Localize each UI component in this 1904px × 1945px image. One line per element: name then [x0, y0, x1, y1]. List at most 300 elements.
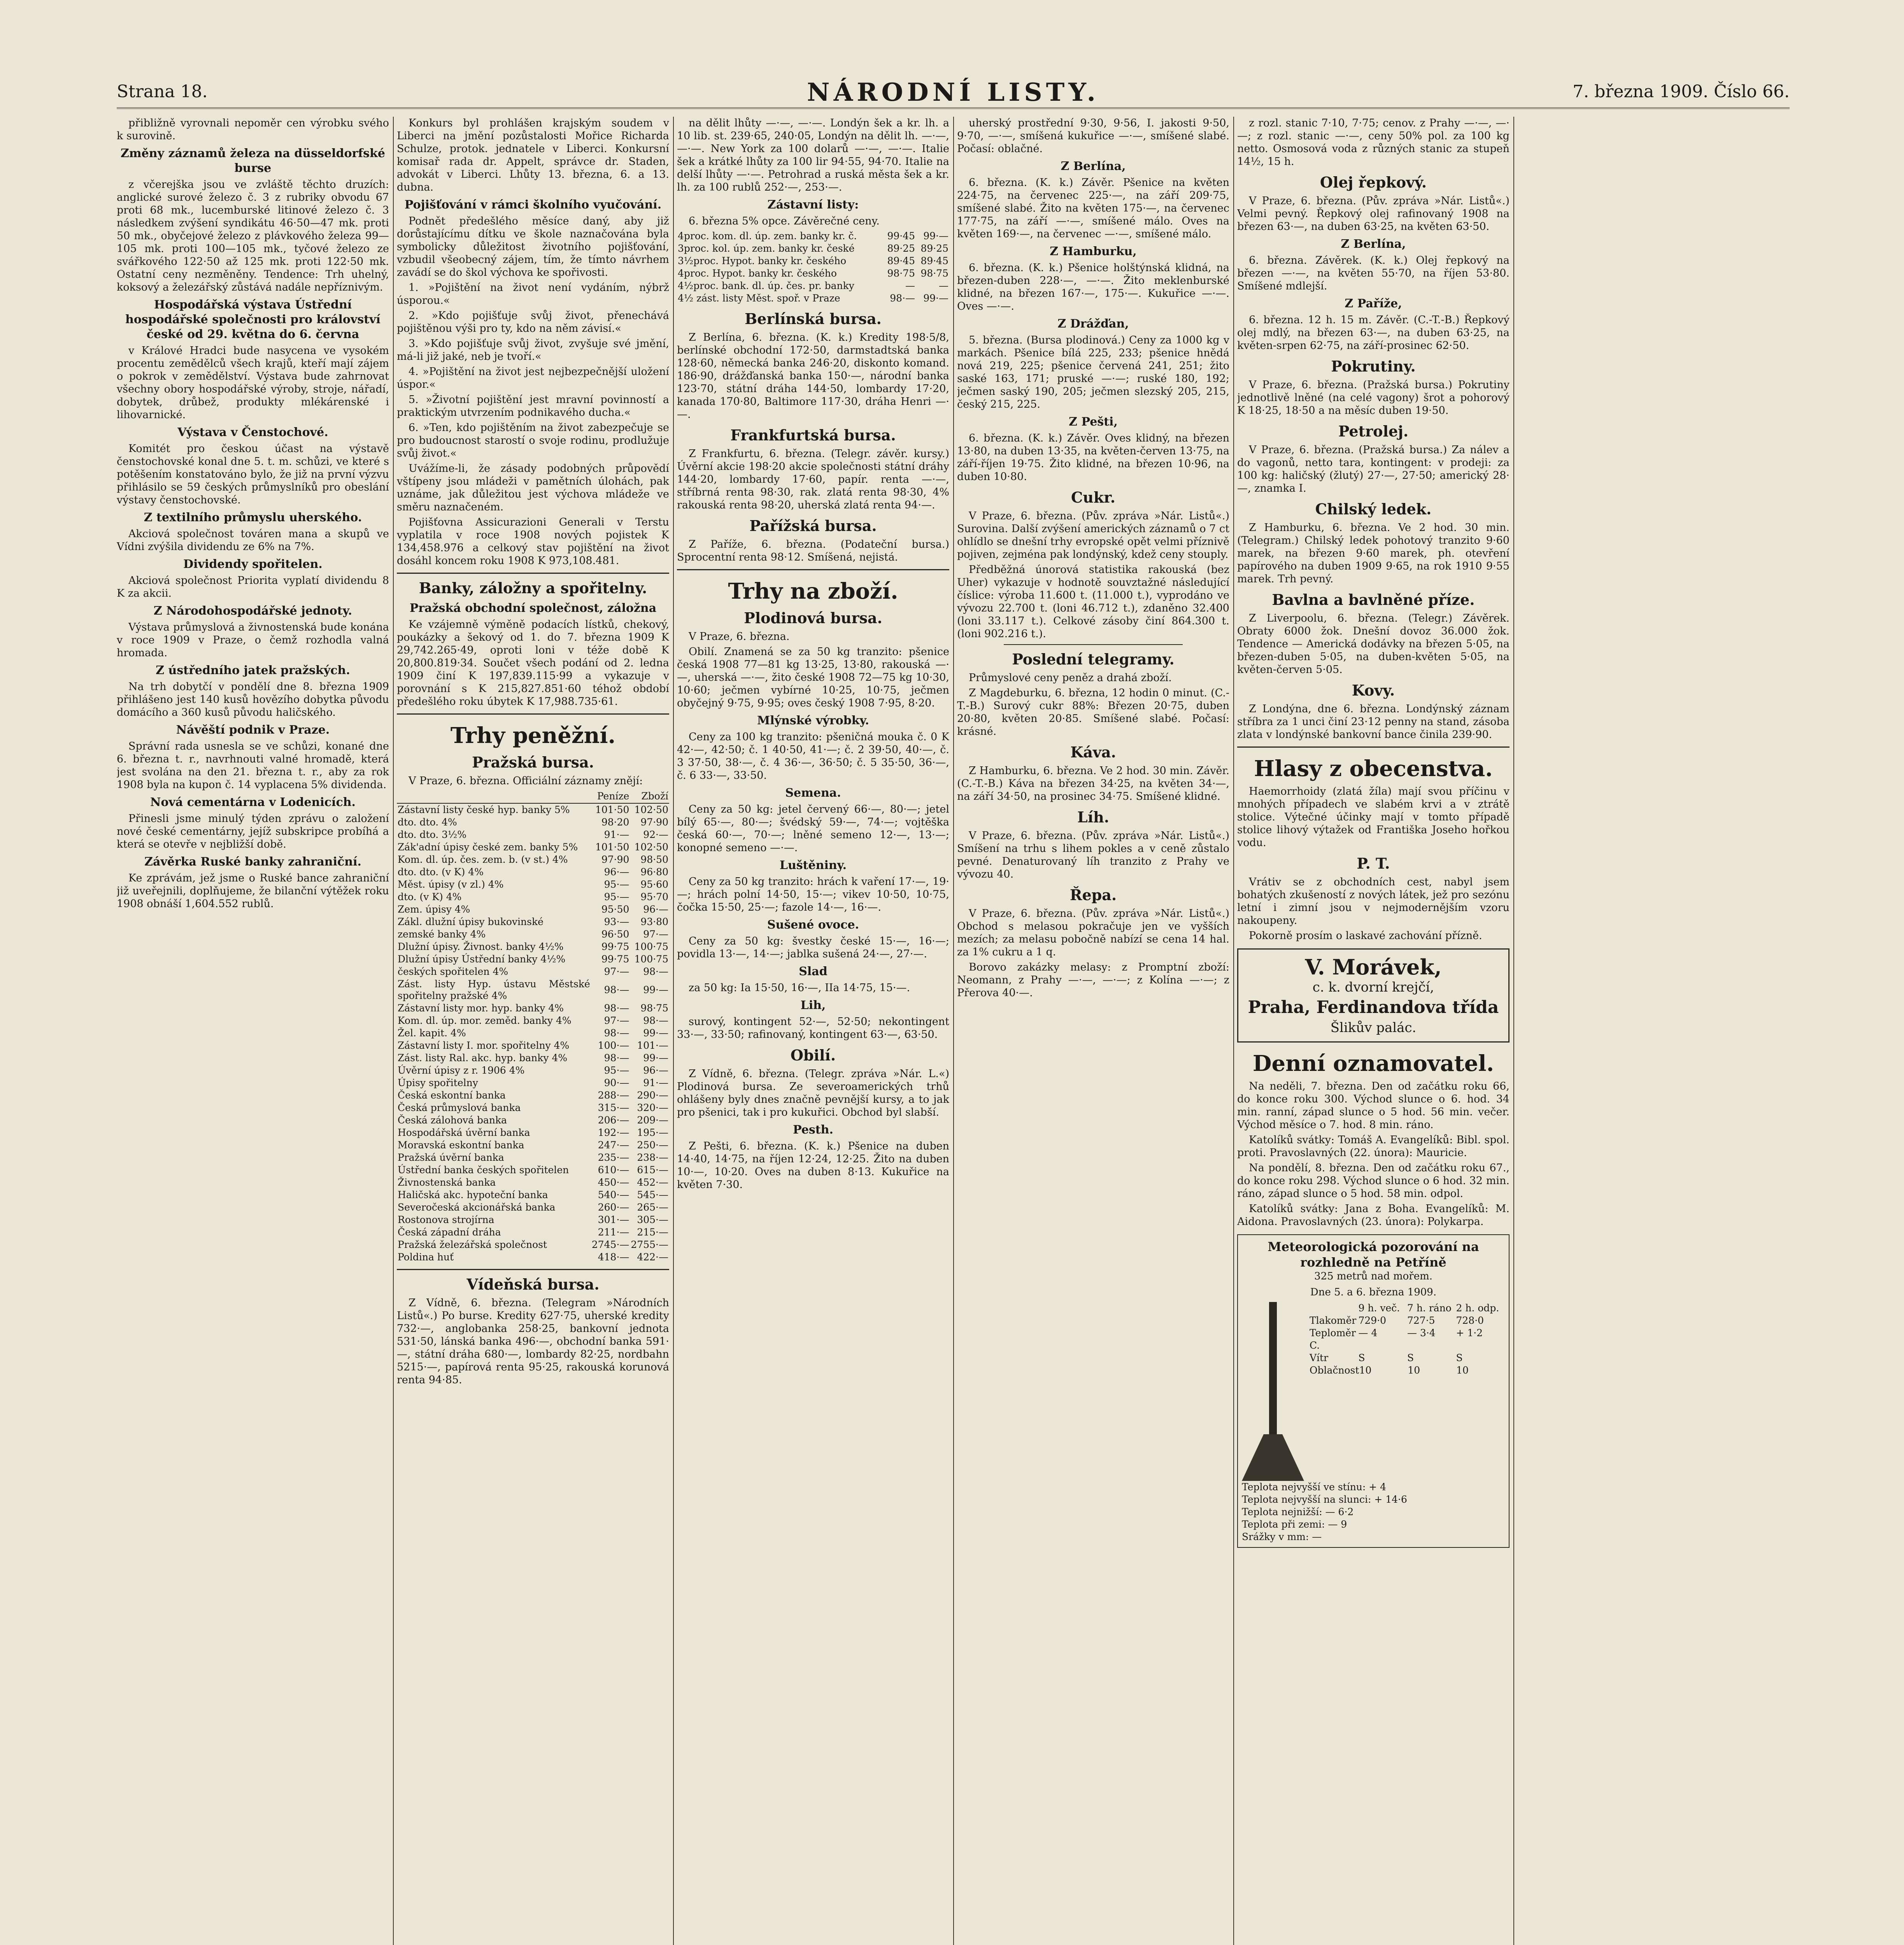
row-label: Severočeská akcionářská banka [398, 1202, 556, 1213]
weather-row [1310, 1352, 1505, 1364]
article-text: Ceny za 50 kg: jetel červený 66·—, 80·—; jetel bílý 65·—, 80·—; švédský 59·—, 74·—; vojtěška česká 60·—, 70·—; lněné semeno 12·—, 13·—; konopné semeno —·—. [677, 803, 949, 854]
article-heading: Zástavní listy: [767, 198, 859, 212]
subsection-heading: Pokrutiny. [1331, 357, 1416, 375]
article-text: 4. »Pojištění na život jest nejbezpečnější uložení úspor.« [397, 366, 669, 391]
row-label: Zák'adní úpisy české zem. banky 5% [398, 841, 578, 853]
table-row [397, 1089, 669, 1102]
row-value: 99·— [643, 1052, 668, 1064]
row-value: 102·50 [634, 841, 668, 853]
table-row [397, 1114, 669, 1127]
row-label: dto. (v K) 4% [398, 891, 462, 902]
row-value: 95·60 [640, 879, 668, 890]
row-value: — [905, 280, 915, 291]
article-text: Ke vzájemně výměně podacích lístků, chekový, poukázky a šekový od 1. do 7. března 1909 K 29,742.265·49, oproti loni v téže době K 20,800.819·34. Součet všech podání od 2. ledna 1909 činí K 197,839.115·99 a vykazuje v porovnání s K 215,827.851·60 téhož období předešlého roku úbytek K 17,988.735·61. [397, 619, 669, 708]
row-value: 610·— [598, 1164, 629, 1176]
article-text: Z Hamburku, 6. března. Ve 2 hod. 30 min. Závěr. (C.-T.-B.) Káva na březen 34·25, na květen 34·—, na září 34·50, na prosinec 34·75. Smíšené klidné. [957, 765, 1229, 803]
weather-extra-line: Teplota nejvyšší na slunci: + 14·6 [1242, 1494, 1407, 1505]
column-3 [677, 117, 949, 1945]
article-text: Z Londýna, dne 6. března. Londýnský záznam stříbra za 1 unci činí 23·12 penny na stand, zásoba zlata v londýnské bankovní bance činila 239·90. [1237, 703, 1510, 741]
row-value: 540·— [598, 1189, 629, 1200]
table-row [397, 891, 669, 903]
column-2 [397, 117, 669, 1945]
table-row [397, 1164, 669, 1176]
article-text: 6. března. (K. k.) Pšenice holštýnská klidná, na březen-duben 228·—, —·—. Žito meklenburské klidné, na březen 167·—, 175·—. Kukuřice —·—. Oves —·—. [957, 262, 1229, 312]
row-label: Moravská eskontní banka [398, 1139, 524, 1151]
row-label: Ústřední banka českých spořitelen [398, 1164, 569, 1176]
row-value: 192·— [598, 1127, 629, 1138]
table-row [397, 1176, 669, 1189]
row-value: 97·— [643, 929, 668, 940]
row-value: 96·50 [601, 929, 629, 940]
article-text: Haemorrhoidy (zlatá žíla) mají svou příčinu v mnohých případech ve slabém krvi a v ztrátě stolice. Výtečné účinky mají v tomto případě stolice lihový výtažek od Františka Joseho hořkou vodu. [1237, 785, 1510, 849]
row-value: 102·50 [634, 804, 668, 815]
weather-value: S [1456, 1352, 1463, 1363]
row-value: 98·— [643, 1015, 668, 1026]
row-value: 98·— [604, 1027, 629, 1039]
article-text: Z Paříže, 6. března. (Podateční bursa.) Sprocentní renta 98·12. Smíšená, nejistá. [677, 538, 949, 563]
row-value: 98·20 [601, 817, 629, 828]
row-label: Česká zálohová banka [398, 1114, 507, 1126]
weather-row [1310, 1327, 1505, 1352]
section-heading: Trhy na zboží. [728, 578, 898, 604]
subsection-heading: Pařížská bursa. [749, 517, 877, 534]
row-value: 90·— [604, 1077, 629, 1088]
page-number: Strana 18. [117, 82, 208, 102]
section-rule [677, 569, 949, 570]
pledge-rates-table [677, 230, 949, 305]
row-value: 89·45 [920, 255, 948, 266]
article-text: Z Frankfurtu, 6. března. (Telegr. závěr. kursy.) Úvěrní akcie 198·20 akcie společnosti státní dráhy 144·20, lombardy 17·60, papír. renta —·—, stříbrná renta 98·30, rak. zlatá renta 98·30, 4% rakouská renta 98·20, uherská zlatá renta 94·—. [677, 448, 949, 511]
table-row [397, 1226, 669, 1239]
article-text: za 50 kg: Ia 15·50, 16·—, IIa 14·75, 15·—. [689, 982, 910, 994]
row-label: Hospodářská úvěrní banka [398, 1127, 530, 1138]
tailor-advertisement [1237, 948, 1510, 1043]
article-text: Obilí. Znamená se za 50 kg tranzito: pšenice česká 1908 77—81 kg 13·25, 13·80, rakouská —·—, uherská —·—, žito české 1908 72—75 kg 10·30, 10·60; ječmen vybírné 10·25, 10·75, ječmen obyčejný 9·75, 9·95; oves český 1908 7·95, 8·20. [677, 646, 949, 709]
article-text: 1. »Pojištění na život není vydáním, nýbrž úsporou.« [397, 282, 669, 307]
row-value: 91·— [643, 1077, 668, 1088]
subsection-heading: Berlínská bursa. [745, 310, 882, 328]
row-value: 235·— [598, 1152, 629, 1163]
article-text: Na trh dobytčí v pondělí dne 8. března 1909 přihlášeno jest 140 kusů hovězího dobytka původu domácího a 360 kusů původu haličského. [117, 681, 389, 718]
row-value: 99·75 [601, 941, 629, 952]
weather-header-row [1310, 1302, 1505, 1314]
row-value: 615·— [637, 1164, 668, 1176]
row-label: zemské banky 4% [398, 929, 486, 940]
section-rule [1004, 644, 1183, 645]
row-label: Haličská akc. hypoteční banka [398, 1189, 548, 1200]
row-value: 96·— [604, 866, 629, 878]
column-1 [117, 117, 389, 1945]
row-value: 301·— [598, 1214, 629, 1225]
table-row [677, 267, 949, 280]
article-text: Vrátiv se z obchodních cest, nabyl jsem bohatých zkušeností z nových látek, jež pro sezónu letní i zimní jsou v nejmodernějším vzoru nakoupeny. [1237, 876, 1510, 927]
section-heading: Denní oznamovatel. [1252, 1051, 1494, 1076]
table-row [397, 928, 669, 941]
weather-value: S [1407, 1352, 1414, 1363]
weather-col-header: 9 h. več. [1358, 1302, 1400, 1314]
row-label: Úvěrní úpisy z r. 1906 4% [398, 1065, 525, 1076]
weather-value: + 1·2 [1456, 1327, 1483, 1339]
row-value: 95·50 [601, 904, 629, 915]
row-label: 4proc. kom. dl. úp. zem. banky kr. č. [678, 230, 857, 242]
column-divider [953, 117, 954, 1945]
article-text: Z Vídně, 6. března. (Telegr. zpráva »Nár. L.«) Plodinová bursa. Ze severoamerických trhů ohlášeny byly dnes značně pevnější kursy, a to jak pro pšenici, tak i pro kukuřici. Obchod byl slabší. [677, 1068, 949, 1118]
subsection-heading: Káva. [1070, 743, 1116, 761]
row-value: 99·75 [601, 953, 629, 965]
table-row [397, 916, 669, 928]
article-text: 6. března. (K. k.) Závěr. Oves klidný, na březen 13·80, na duben 13·35, na květen-červen 13·75, na září-říjen 19·75. Žito klidné, na březen 10·96, na duben 10·80. [957, 432, 1229, 483]
weather-row [1310, 1314, 1505, 1327]
row-value: 99·— [923, 230, 948, 242]
article-text: 6. března. Závěrek. (K. k.) Olej řepkový na březen —·—, na květen 55·70, na říjen 53·80. Smíšené mdlejší. [1237, 254, 1510, 292]
article-heading: Sušené ovoce. [767, 918, 859, 932]
row-value: 100·75 [634, 953, 668, 965]
table-row [397, 1201, 669, 1214]
column-divider [1513, 117, 1514, 1945]
weather-col-header [1310, 1302, 1359, 1314]
row-value: 98·— [643, 966, 668, 977]
article-text: uherský prostřední 9·30, 9·56, I. jakosti 9·50, 9·70, —·—, smíšená kukuřice —·—, smíšené slabé. Počasí: oblačné. [957, 117, 1229, 155]
table-header: Peníze [591, 790, 630, 803]
article-text: Pokorně prosím o laskavé zachování přízně. [1249, 930, 1482, 942]
article-heading: Z Hamburku, [1050, 245, 1137, 258]
article-text: Správní rada usnesla se ve schůzi, konané dne 6. března t. r., navrhnouti valné hromadě, která jest svolána na den 21. března t. r., aby za rok 1908 byla na kupon č. 14 vyplacena 5% dividenda. [117, 740, 389, 791]
table-row [397, 1015, 669, 1027]
article-text: Ceny za 50 kg tranzito: hrách k vaření 17·—, 19·—; hrách polní 14·50, 15·—; vikev 10·50, 10·75, čočka 15·50, 25·—; fazole 14·—, 16·—. [677, 876, 949, 913]
row-label: Česká průmyslová banka [398, 1102, 521, 1113]
article-text: Pojišťovna Assicurazioni Generali v Terstu vyplatila v roce 1908 nových pojistek K 134,458.976 a celkový stav pojištění na život dosáhl koncem roku 1908 K 973,108.481. [397, 516, 669, 567]
row-value: 96·— [643, 904, 668, 915]
weather-col-header: 7 h. ráno [1407, 1302, 1452, 1314]
article-text: z rozl. stanic 7·10, 7·75; cenov. z Prahy —·—, —·—; z rozl. stanic —·—, ceny 50% pol. za 100 kg netto. Osmosová voda z různých stanic za stupeň 14½, 15 h. [1237, 117, 1510, 168]
row-label: Měst. úpisy (v zl.) 4% [398, 879, 504, 890]
column-divider [1233, 117, 1234, 1945]
table-row [397, 853, 669, 866]
table-row [397, 1077, 669, 1089]
article-text: 5. března. (Bursa plodinová.) Ceny za 1000 kg v markách. Pšenice bílá 225, 233; pšenice hnědá nová 219, 225; pšenice červená 241, 251; žito saské 163, 171; pruské —·—; ruské 180, 192; ječmen saský 190, 205; ječmen slezský 205, 215, český 215, 225. [957, 334, 1229, 410]
article-text: Z Magdeburku, 6. března, 12 hodin 0 minut. (C.-T.-B.) Surový cukr 88%: Březen 20·75, duben 20·80, květen 20·85. Smíšené slabé. Počasí: krásné. [957, 687, 1229, 738]
table-header: Zboží [630, 790, 669, 803]
row-value: 92·— [643, 829, 668, 840]
table-row [397, 953, 669, 965]
article-text: Průmyslové ceny peněz a drahá zboží. [969, 672, 1172, 684]
article-text: Katolíků svátky: Jana z Boha. Evangelíků: M. Aidona. Pravoslavných (23. února): Polykarpa. [1237, 1203, 1510, 1228]
row-label: Dlužní úpisy Ústřední banky 4½% [398, 953, 566, 965]
row-value: 452·— [637, 1177, 668, 1188]
table-row [397, 1039, 669, 1052]
table-row [397, 965, 669, 978]
row-value: 98·— [604, 1002, 629, 1014]
row-label: 4½proc. bank. dl. úp. čes. pr. banky [678, 280, 854, 291]
article-text: 2. »Kdo pojišťuje svůj život, přenechává pojištěnou výši pro ty, kdo na něm závisí.« [397, 310, 669, 335]
row-value: 545·— [637, 1189, 668, 1200]
article-text: Konkurs byl prohlášen krajským soudem v Liberci na jmění pozůstalosti Mořice Richarda Schulze, protok. jednatele v Liberci. Konkursní komisař rada dr. Appelt, správce dr. Staden, advokát v Liberci. Lhůty 13. března, 6. a 13. dubna. [397, 117, 669, 193]
subsection-heading: Pražská bursa. [472, 753, 594, 771]
masthead [117, 74, 1790, 109]
weather-value: 728·0 [1456, 1315, 1484, 1326]
row-value: 2745·— [591, 1239, 629, 1250]
newspaper-title: NÁRODNÍ LISTY. [807, 78, 1099, 107]
subsection-heading: Olej řepkový. [1320, 173, 1427, 191]
table-row [397, 1251, 669, 1263]
section-heading: Trhy peněžní. [450, 723, 616, 748]
article-heading: Z Pešti, [1069, 415, 1118, 429]
table-row [397, 1002, 669, 1015]
row-value: 101·50 [595, 841, 629, 853]
row-label: Dlužní úpisy. Živnost. banky 4½% [398, 941, 564, 952]
article-text: 6. března 5% opce. Závěrečné ceny. [689, 215, 880, 227]
article-text: Akciová společnost Priorita vyplatí dividendu 8 K za akcii. [117, 575, 389, 599]
subsection-heading: Frankfurtská bursa. [730, 426, 896, 444]
article-heading: Dividendy spořitelen. [183, 557, 323, 571]
section-rule [397, 713, 669, 715]
weather-value: 727·5 [1407, 1315, 1435, 1326]
section-rule [397, 573, 669, 574]
row-value: 96·80 [640, 866, 668, 878]
weather-value: 729·0 [1358, 1315, 1387, 1326]
article-heading: Semena. [785, 786, 841, 800]
article-text: Z Berlína, 6. března. (K. k.) Kredity 198·5/8, berlínské obchodní 172·50, darmstadtská banka 128·60, německá banka 246·20, diskonto komand. 186·90, drážďanská banka 150·—, národní banka 123·70, státní dráha 144·50, lombardy 17·20, kanada 170·80, Baltimore 117·30, dráha Henri —·—. [677, 331, 949, 421]
row-value: 89·25 [920, 243, 948, 254]
bond-rates-table [397, 790, 669, 1263]
article-text: Katolíků svátky: Tomáš A. Evangelíků: Bibl. spol. proti. Pravoslavných (22. února): Mauricie. [1237, 1134, 1510, 1159]
article-heading: Nová cementárna v Lodenicích. [150, 796, 356, 809]
article-heading: Z Drážďan, [1057, 317, 1129, 331]
row-label: Česká eskontní banka [398, 1090, 506, 1101]
row-label: 3½proc. Hypot. banky kr. českého [678, 255, 847, 266]
row-value: 418·— [598, 1251, 629, 1263]
article-text: přibližně vyrovnali nepoměr cen výrobku svého k surovině. [117, 117, 389, 142]
row-label: Zástavní listy české hyp. banky 5% [398, 804, 570, 815]
table-row [397, 1064, 669, 1077]
article-heading: Hospodářská výstava Ústřední hospodářské společnosti pro království české od 29. května do 6. června [125, 298, 380, 341]
weather-observations [1237, 1234, 1510, 1548]
table-row [677, 280, 949, 292]
weather-value: — 4 [1358, 1327, 1378, 1339]
column-5 [1237, 117, 1510, 1945]
article-text: 5. »Životní pojištění jest mravní povinností a praktickým utvrzením podnikavého ducha.« [397, 394, 669, 419]
article-heading: Slad [799, 965, 828, 978]
table-row [677, 255, 949, 267]
row-label: Pražská železářská společnost [398, 1239, 547, 1250]
row-value: 99·— [643, 984, 668, 995]
column-6 [1517, 117, 1790, 1945]
table-row [397, 903, 669, 916]
article-text: V Praze, 6. března. Officiální záznamy znějí: [409, 775, 643, 787]
row-value: 315·— [598, 1102, 629, 1113]
table-row [397, 941, 669, 953]
article-text: 6. března. 12 h. 15 m. Závěr. (C.-T.-B.) Řepkový olej mdlý, na březen 63·—, na duben 63·25, na květen-srpen 62·75, na září-prosinec 62·50. [1237, 314, 1510, 352]
article-text: Z Hamburku, 6. března. Ve 2 hod. 30 min. (Telegram.) Chilský ledek pohotový tranzito 9·60 marek, na březen 9·60 marek, ph. otevření papírového na duben 1909 9·65, na rok 1910 9·55 marek. Trh pevný. [1237, 522, 1510, 585]
subsection-heading: Plodinová bursa. [744, 609, 882, 627]
table-header [397, 790, 591, 803]
row-value: 93·80 [640, 916, 668, 927]
row-value: 288·— [598, 1090, 629, 1101]
article-text: Z Pešti, 6. března. (K. k.) Pšenice na duben 14·40, 14·75, na říjen 12·24, 12·25. Žito na duben 10·—, 10·20. Oves na duben 8·13. Kukuřice na květen 7·30. [677, 1140, 949, 1191]
table-row [397, 1239, 669, 1251]
row-value: 89·25 [887, 243, 915, 254]
subsection-heading: Líh. [1077, 808, 1109, 826]
table-row [397, 1139, 669, 1151]
article-heading: Pražská obchodní společnost, záložna [409, 601, 657, 615]
table-row [677, 230, 949, 242]
subsection-heading: Cukr. [1071, 489, 1115, 506]
row-value: 98·— [604, 1052, 629, 1064]
article-text: v Králové Hradci bude nasycena ve vysokém procentu zemědělců všech krajů, kteří mají zájem o pokrok v zemědělství. Výstava bude zahrnovat všechny obory hospodářské výroby, stroje, nářadí, dobytek, drůbež, produkty mlékárenské i lihovarnické. [117, 345, 389, 421]
article-heading: Změny záznamů železa na düsseldorfské burse [121, 147, 385, 175]
subsection-heading: Vídeňská bursa. [466, 1276, 600, 1293]
weather-date: Dne 5. a 6. března 1909. [1310, 1286, 1437, 1298]
weather-row [1310, 1364, 1505, 1377]
table-row [397, 803, 669, 816]
row-value: 97·90 [640, 817, 668, 828]
article-heading: Mlýnské výrobky. [757, 714, 869, 727]
row-value: 89·45 [887, 255, 915, 266]
row-label: 4proc. Hypot. banky kr. českého [678, 268, 837, 279]
article-text: Z Vídně, 6. března. (Telegram »Národních Listů«.) Po burse. Kredity 627·75, uherské kredity 732·—, anglobanka 258·25, bankovní jednota 531·50, lánská banka 496·—, obchodní banka 591·—, státní dráha 680·—, lombardy 82·25, nordbahn 5215·—, papírová renta 95·25, rakouská korunová renta 94·85. [397, 1297, 669, 1386]
article-heading: Z Berlína, [1061, 159, 1126, 173]
row-label: Zást. listy Ral. akc. hyp. banky 4% [398, 1052, 568, 1064]
row-label: 4½ zást. listy Měst. spoř. v Praze [678, 293, 840, 304]
row-value: 95·— [604, 1065, 629, 1076]
subsection-heading: Obilí. [790, 1046, 836, 1064]
article-heading: Lih, [800, 999, 826, 1012]
weather-extra-line: Teplota nejvyšší ve stínu: + 4 [1242, 1481, 1387, 1493]
article-text: Ke zprávám, jež jsme o Ruské bance zahraniční již uveřejnili, doplňujeme, že bilanční výtěžek roku 1908 obnáší 1,604.552 rublů. [117, 872, 389, 910]
row-label: Rostonova strojírna [398, 1214, 494, 1225]
weather-extra-line: Srážky v mm: — [1242, 1531, 1322, 1542]
section-heading: Hlasy z obecenstva. [1254, 756, 1493, 782]
article-text: Z Liverpoolu, 6. března. (Telegr.) Závěrek. Obraty 6000 žok. Dnešní dovoz 36.000 žok. Tendence — Americká dodávky na březen 5·05, na březen-duben 5·05, na duben-květen 5·05, na květen-červen 5·05. [1237, 612, 1510, 676]
table-row [397, 866, 669, 878]
row-value: 98·— [604, 984, 629, 995]
subsection-heading: P. T. [1357, 855, 1390, 872]
article-text: 6. března. (K. k.) Závěr. Pšenice na květen 224·75, na červenec 225·—, na září 209·75, smíšené slabé. Žito na květen 175·—, na červenec 177·75, na září —·—, smíšené málo. Oves na květen 169·—, na červenec —·—, smíšené málo. [957, 177, 1229, 240]
table-row [397, 978, 669, 1002]
weather-col-header: 2 h. odp. [1456, 1302, 1499, 1314]
article-text: Uvážíme-li, že zásady podobných průpovědí vštípeny jsou mládeži v pamětních úlohách, pak uznáme, jak důležitou jest výchova mládeže ve směru naznačeném. [397, 463, 669, 513]
weather-value: 10 [1456, 1365, 1469, 1376]
article-text: V Praze, 6. března. (Pražská bursa.) Pokrutiny jednotlivě lněné (na celé vagony) šrot a pohorový K 18·25, 18·50 a na měsíc duben 19·50. [1237, 379, 1510, 417]
article-text: Akciová společnost továren mana a skupů ve Vídni zvýšila dividendu ze 6% na 7%. [117, 528, 389, 553]
issue-date: 7. března 1909. Číslo 66. [1573, 82, 1790, 102]
row-label: dto. dto. 3½% [398, 829, 467, 840]
article-heading: Pesth. [793, 1123, 833, 1137]
row-value: 97·— [604, 1015, 629, 1026]
row-label: Kom. dl. úp. čes. zem. b. (v st.) 4% [398, 854, 568, 865]
table-row [397, 1052, 669, 1064]
row-label: Zem. úpisy 4% [398, 904, 470, 915]
row-value: 99·— [923, 293, 948, 304]
column-divider [393, 117, 394, 1945]
article-text: Borovo zakázky melasy: z Promptní zboží: Neomann, z Prahy —·—, —·—; z Kolína —·—; z Přerova 40·—. [957, 961, 1229, 999]
row-value: 100·75 [634, 941, 668, 952]
row-value: 98·— [890, 293, 915, 304]
row-value: 98·50 [640, 854, 668, 865]
article-text: Předběžná únorová statistika rakouská (bez Uher) vykazuje v hodnotě souvztažné následující číslice: výroba 11.600 t. (11.000 t.), vyprodáno ve vývozu 22.700 t. (loni 46.712 t.), zdaněno 32.400 (loni 33.117 t.). Celkové zásoby činí 864.300 t. (loni 902.216 t.). [957, 564, 1229, 640]
weather-value: S [1358, 1352, 1365, 1363]
row-value: 250·— [637, 1139, 668, 1151]
weather-label: Teploměr C. [1310, 1327, 1356, 1351]
article-text: V Praze, 6. března. (Pův. zpráva »Nár. Listů«.) Surovina. Další zvýšení amerických záznamů o 7 ct ohlídlo se dnešní trhy evropské opět velmi příznivě pojiven, zejména pak londýnský, kdež ceny stouply. [957, 510, 1229, 561]
row-label: 3proc. kol. úp. zem. banky kr. české [678, 243, 855, 254]
article-heading: Výstava v Čenstochové. [177, 426, 328, 439]
article-text: V Praze, 6. března. (Pův. zpráva »Nár. Listů«.) Obchod s melasou pokračuje jen ve vyšších mezích; za melasu pobočně nabízí se cena 14 hal. za 1% cukru a 1 q. [957, 908, 1229, 958]
row-value: 265·— [637, 1202, 668, 1213]
article-text: na dělit lhůty —·—, —·—. Londýn šek a kr. lh. a 10 lib. st. 239·65, 240·05, Londýn na dělit lh. —·—, —·—. New York za 100 dolarů —·—, —·—. Italie šek a krátké lhůty za 100 lir 94·55, 94·70. Italie na delší lhůty —·—. Petrohrad a ruská města šek a kr. lh. za 100 rublů 252·—, 253·—. [677, 117, 949, 193]
row-label: Pražská úvěrní banka [398, 1152, 504, 1163]
article-heading: Návěští podnik v Praze. [176, 723, 330, 737]
column-divider [673, 117, 674, 1945]
article-text: Přinesli jsme minulý týden zprávu o založení nové české cementárny, jejíž subskripce probíhá a která se otevře v nejbližší době. [117, 813, 389, 850]
row-label: Živnostenská banka [398, 1177, 496, 1188]
article-text: Na pondělí, 8. března. Den od začátku roku 67., do konce roku 298. Východ slunce o 6 hod. 32 min. ráno, západ slunce o 5 hod. 58 min. odpol. [1237, 1162, 1510, 1200]
article-text: z včerejška jsou ve zvláště těchto druzích: anglické surové železo č. 3 z rubriky obvodu 67 proti 68 mk., lucemburské litinové železo č. 3 následkem zvýšení syndikátu 46·50—47 mk. proti 50 mk., obyčejové železo z plávkového železa 99—105 mk. proti 100—105 mk., tyčové železo ze svářkového 122·50 až 125 mk. proti 122·50 mk. Ostatní ceny nezměněny. Tendence: Trh uhelný, koksový a železářský zůstává nadále nepříznivým. [117, 179, 389, 293]
row-value: 2755·— [631, 1239, 668, 1250]
row-value: 99·45 [887, 230, 915, 242]
table-header-row [397, 790, 669, 803]
article-text: V Praze, 6. března. (Pražská bursa.) Za nálev a do vagonů, netto tara, kontingent: v prodeji: za 100 kg: haličský (žlutý) 27·—, 27·50; americký 28·—, znamka I. [1237, 444, 1510, 494]
table-row [397, 1214, 669, 1226]
row-label: Úpisy spořitelny [398, 1077, 478, 1088]
weather-extra-line: Teplota nejnižší: — 6·2 [1242, 1506, 1354, 1517]
subsection-heading: Řepa. [1069, 886, 1117, 904]
ad-address: Šlikův palác. [1330, 1020, 1417, 1036]
article-heading: Z Berlína, [1341, 237, 1406, 251]
row-value: 91·— [604, 829, 629, 840]
row-value: 98·75 [920, 268, 948, 279]
row-label: Poldina huť [398, 1251, 454, 1263]
row-value: 211·— [598, 1227, 629, 1238]
row-value: 247·— [598, 1139, 629, 1151]
weather-value: — 3·4 [1407, 1327, 1436, 1339]
subsection-heading: Kovy. [1352, 682, 1395, 699]
row-value: 206·— [598, 1114, 629, 1126]
row-label: Žel. kapit. 4% [398, 1027, 466, 1039]
section-rule [397, 1269, 669, 1270]
article-text: Komitét pro českou účast na výstavě čenstochovské konal dne 5. t. m. schůzi, ve které s potěšením konstatováno bylo, že již na první výzvu přihlásilo se 59 českých průmyslníků pro obeslání výstavy čenstochovské. [117, 443, 389, 506]
row-value: 95·70 [640, 891, 668, 902]
row-label: Zástavní listy mor. hyp. banky 4% [398, 1002, 564, 1014]
table-row [397, 1127, 669, 1139]
article-text: V Praze, 6. března. (Pův. zpráva »Nár. Listů«.) Velmi pevný. Řepkový olej rafinovaný 1908 na březen 63·—, na duben 63·25, na květen 63·50. [1237, 195, 1510, 233]
section-rule [1237, 746, 1510, 748]
article-heading: Závěrka Ruské banky zahraniční. [144, 855, 361, 869]
weather-value: 10 [1359, 1365, 1372, 1376]
table-row [677, 292, 949, 305]
column-4 [957, 117, 1229, 1945]
row-value: 99·— [643, 1027, 668, 1039]
row-value: 93·— [604, 916, 629, 927]
ad-title: c. k. dvorní krejčí, [1312, 980, 1434, 995]
weather-extra-line: Teplota při zemi: — 9 [1242, 1519, 1347, 1530]
row-value: 290·— [637, 1090, 668, 1101]
table-row [677, 242, 949, 255]
row-value: 320·— [637, 1102, 668, 1113]
row-value: 101·— [637, 1040, 668, 1051]
row-value: — [939, 280, 948, 291]
table-row [397, 878, 669, 891]
article-heading: Z textilního průmyslu uherského. [144, 511, 362, 524]
row-value: 95·— [604, 891, 629, 902]
weather-label: Tlakoměr [1310, 1315, 1357, 1326]
subsection-heading: Petrolej. [1338, 422, 1409, 440]
article-text: 6. »Ten, kdo pojištěním na život zabezpečuje se pro budoucnost starostí o svoje rodinu, prodlužuje svůj život.« [397, 422, 669, 459]
table-row [397, 1151, 669, 1164]
weather-title: Meteorologická pozorování na rozhledně na Petříně [1268, 1239, 1479, 1270]
table-row [397, 1102, 669, 1114]
row-value: 422·— [637, 1251, 668, 1263]
